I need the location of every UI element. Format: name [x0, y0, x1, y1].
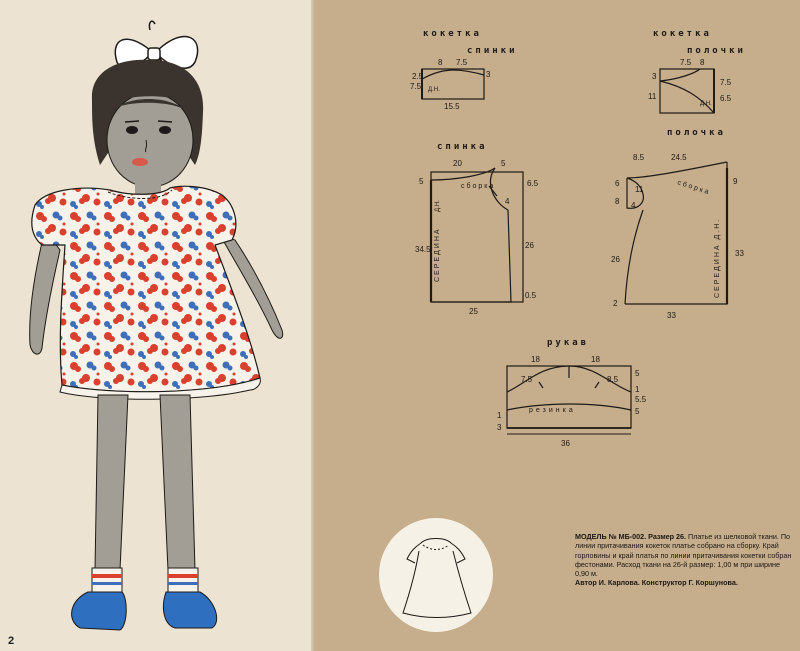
right-leg: [160, 395, 195, 570]
back-dim-right1: 6.5: [527, 179, 539, 188]
caption-body: Платье из шелковой ткани. По линии притачивания кокеток платье собрано на сборку. Край горловины и край платья по линии притачивания кокетки собран фестонами. Расход ткани на 26-й размер: 1,00 м при ширине 0,90 м.: [575, 532, 792, 579]
caption-credits: Автор И. Карлова. Конструктор Г. Коршунова.: [575, 578, 738, 588]
front-pattern: [607, 148, 757, 323]
sleeve-dim-top2: 18: [591, 355, 600, 364]
dress-thumbnail: [375, 515, 497, 635]
front-yoke-dim-top2: 8: [700, 58, 705, 67]
sleeve-pattern: [495, 352, 655, 450]
sleeve-dim-bottom: 36: [561, 439, 570, 448]
back-yoke-dim-left: 7.5: [410, 82, 422, 91]
back-dim-right4: 0.5: [525, 291, 537, 300]
sleeve-dim-right2: 5: [635, 369, 640, 378]
back-yoke-pattern: [410, 55, 510, 115]
sleeve-dim-left2: 1: [497, 411, 502, 420]
back-yoke-dim-bottom: 15.5: [444, 102, 460, 111]
left-shoe: [72, 592, 127, 630]
back-dim-right2: 4: [505, 197, 510, 206]
right-shoe: [163, 592, 216, 628]
left-arm: [30, 230, 60, 354]
sleeve-dim-left3: 3: [497, 423, 502, 432]
right-sock: [168, 568, 198, 593]
front-yoke-dim-right2: 6.5: [720, 94, 732, 103]
front-dim-top2: 24.5: [671, 153, 687, 162]
front-dim-left2: 8: [615, 197, 620, 206]
sleeve-dim-right5: 5: [635, 407, 640, 416]
sleeve-elastic-label: резинка: [529, 407, 576, 414]
back-pattern: [413, 152, 548, 322]
sleeve-dim-right4: 5.5: [635, 395, 647, 404]
front-dim-top1: 8.5: [633, 153, 645, 162]
back-yoke-title-line1: кокетка: [423, 29, 482, 39]
sleeve-dim-right3: 1: [635, 385, 640, 394]
sleeve-dim-top1: 18: [531, 355, 540, 364]
floral-dress: [32, 186, 260, 392]
front-dim-right1: 9: [733, 177, 738, 186]
page-number: 2: [8, 635, 15, 647]
front-center-label: СЕРЕДИНА Д.Н.: [714, 217, 721, 298]
back-yoke-dim-left2: 2.5: [412, 72, 424, 81]
back-yoke-dim-top1: 8: [438, 58, 443, 67]
front-dim-bottom: 33: [667, 311, 676, 320]
back-dim-bottom: 25: [469, 307, 478, 316]
back-dim-right3: 26: [525, 241, 534, 250]
back-dim-left2: 34.5: [415, 245, 431, 254]
back-grain: Д.Н.: [435, 200, 441, 212]
back-title: спинка: [437, 142, 488, 152]
sleeve-title: рукав: [547, 338, 590, 348]
front-dim-inner1: 11: [635, 185, 644, 194]
front-dim-right2: 33: [735, 249, 744, 258]
front-dim-inner2: 4: [631, 201, 636, 210]
back-yoke-dim-top2: 7.5: [456, 58, 468, 67]
back-dim-top1: 20: [453, 159, 462, 168]
back-center-label: СЕРЕДИНА: [434, 227, 441, 282]
back-yoke-dim-right: 3: [486, 70, 491, 79]
front-yoke-dim-left2: 11: [648, 92, 657, 101]
front-dim-left4: 2: [613, 299, 618, 308]
front-yoke-grain: Д.Н.: [700, 101, 712, 107]
left-page: [0, 0, 315, 651]
caption-model-lead: МОДЕЛЬ № МБ-002. Размер 26.: [575, 532, 687, 541]
model-caption: [575, 532, 793, 588]
front-yoke-pattern: [640, 55, 750, 120]
sleeve-dim-left1: 7.5: [521, 375, 533, 384]
back-dim-left1: 5: [419, 177, 424, 186]
left-sock: [92, 568, 122, 593]
back-yoke-grain: Д.Н.: [428, 87, 440, 93]
front-yoke-dim-right1: 7.5: [720, 78, 732, 87]
left-leg: [95, 395, 128, 570]
front-gather-label: сборка: [676, 179, 712, 197]
front-dim-left3: 26: [611, 255, 620, 264]
front-title: полочка: [667, 128, 726, 138]
back-gather-label: сборка: [461, 183, 496, 190]
front-yoke-title-line1: кокетка: [653, 29, 712, 39]
back-dim-top2: 5: [501, 159, 506, 168]
sleeve-dim-right1: 8.5: [607, 375, 619, 384]
right-page: [315, 0, 800, 651]
front-yoke-dim-top1: 7.5: [680, 58, 692, 67]
girl-illustration: [0, 0, 315, 651]
back-yoke-title-line2: спинки: [467, 46, 518, 56]
front-yoke-dim-left1: 3: [652, 72, 657, 81]
front-yoke-title-line2: полочки: [687, 46, 746, 56]
front-dim-left1: 6: [615, 179, 620, 188]
